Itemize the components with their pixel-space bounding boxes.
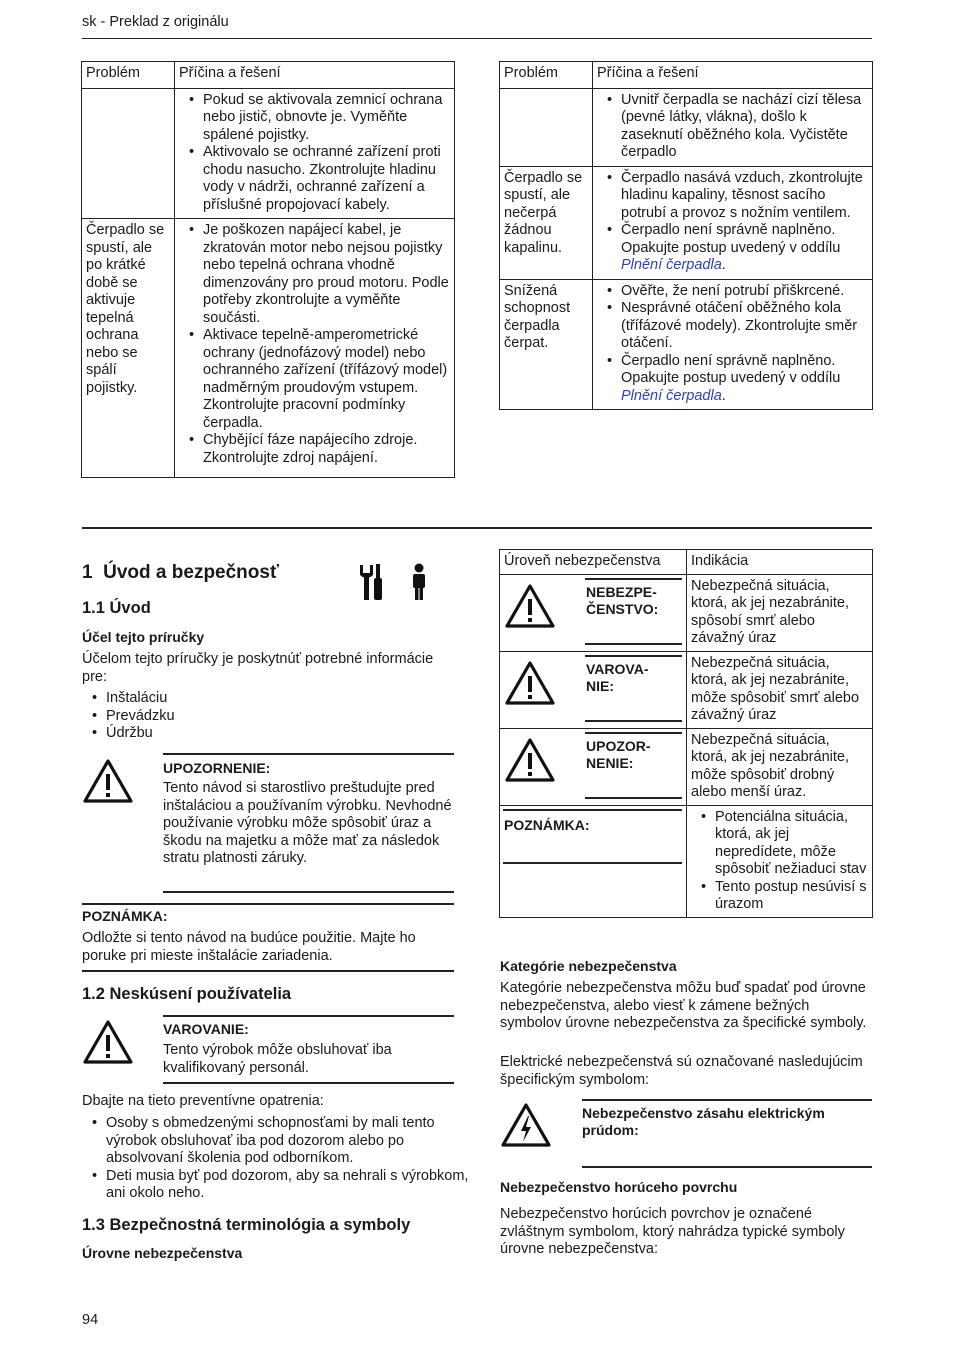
problem-cell: Čerpadlo se spustí, ale nečerpá žádnou kapalinu. (500, 166, 593, 279)
cause-cell (593, 166, 873, 279)
running-header: sk - Preklad z originálu (82, 14, 229, 30)
table-row (82, 219, 455, 478)
electrical-hazard-title: Nebezpečenstvo zásahu elektrickým prúdom: (582, 1105, 825, 1138)
note-top-rule (503, 809, 682, 811)
measures-intro: Dbajte na tieto preventívne opatrenia: (82, 1093, 324, 1109)
caution-title: UPOZORNENIE: (163, 760, 271, 776)
caution-text: Tento návod si starostlivo preštudujte pred inštaláciou a používaním výrobku. Nevhodné používanie výrobku môže spôsobiť úraz a škodu na majetku a môže mať za následok stratu platnosti záruky. (163, 780, 452, 866)
warning-triangle-icon (82, 1019, 134, 1065)
note-label: POZNÁMKA: (504, 816, 590, 833)
note-top-rule (82, 903, 454, 905)
list-item: • Údržbu (106, 725, 175, 743)
indication-cell (687, 805, 873, 917)
problem-cell: Čerpadlo se spustí, ale po krátké době se aktivuje tepelná ochrana nebo se spálí pojistky. (82, 219, 175, 478)
categories-text: Kategórie nebezpečenstva môžu buď spadať pod úrovne nebezpečenstva, alebo viesť k zámene bežných symbolov úrovne nebezpečenstva za špecifické symboly. (500, 980, 867, 1031)
cause-cell (175, 88, 455, 219)
problem-cell (82, 88, 175, 219)
warning-bottom-rule (163, 1082, 454, 1084)
purpose-text: Účelom tejto príručky je poskytnúť potrebné informácie pre: (82, 651, 434, 685)
header-rule (82, 38, 872, 39)
problem-cell: Snížená schopnost čerpadla čerpat. (500, 279, 593, 410)
level-bottom-rule (585, 797, 682, 799)
table-row (500, 651, 873, 728)
list-item: • Chybějící fáze napájecího zdroje. Zkontrolujte zdroj napájení. (203, 432, 450, 467)
list-item (621, 222, 868, 275)
table-row (82, 88, 455, 219)
danger-label: NEBEZPE- ČENSTVO: (586, 583, 659, 617)
list-item: • Inštaláciu (106, 690, 175, 708)
list-item: • Čerpadlo nasává vzduch, zkontrolujte hladinu kapaliny, těsnost sacího potrubí a provoz s nožním ventilem. (621, 170, 868, 223)
section-number: 1 (82, 562, 93, 583)
cause-cell (593, 279, 873, 410)
purpose-list (82, 690, 175, 743)
filling-pump-link[interactable]: Plnění čerpadla (621, 387, 722, 404)
level-cell-caution (500, 728, 687, 805)
warning-triangle-icon (82, 758, 134, 804)
subsection-1-1-heading: 1.1 Úvod (82, 599, 151, 617)
electrical-bottom-rule (582, 1166, 872, 1168)
level-cell-danger (500, 574, 687, 651)
indication-cell: Nebezpečná situácia, ktorá, ak jej nezabránite, môže spôsobiť smrť alebo závažný úraz (687, 651, 873, 728)
cause-cell (175, 219, 455, 478)
indication-cell: Nebezpečná situácia, ktorá, ak jej nezabránite, spôsobí smrť alebo závažný úraz (687, 574, 873, 651)
filling-pump-link[interactable]: Plnění čerpadla (621, 257, 722, 273)
warning-triangle-icon (504, 660, 556, 706)
level-top-rule (585, 732, 682, 734)
subsection-1-3-heading: 1.3 Bezpečnostná terminológia a symboly (82, 1216, 411, 1234)
list-item: • Ověřte, že není potrubí přiškrcené. (621, 283, 868, 301)
table-row (500, 279, 873, 410)
table-row (500, 805, 873, 917)
list-item: • Prevádzku (106, 708, 175, 726)
level-cell-warning (500, 651, 687, 728)
electrical-intro-text: Elektrické nebezpečenstvá sú označované nasledujúcim špecifickým symbolom: (500, 1054, 863, 1088)
level-bottom-rule (585, 720, 682, 722)
note-text: Odložte si tento návod na budúce použitie. Majte ho poruke pri mieste inštalácie zariadenia. (82, 930, 416, 964)
list-item-text: Čerpadlo není správně naplněno. Opakujte postup uvedený v oddílu (621, 222, 841, 256)
note-bottom-rule (82, 970, 454, 972)
warning-top-rule (163, 753, 454, 755)
table-row (500, 166, 873, 279)
list-item: • Deti musia byť pod dozorom, aby sa nehrali s výrobkom, ani okolo neho. (106, 1168, 478, 1203)
list-item: • Pokud se aktivovala zemnicí ochrana nebo jistič, obnovte je. Vyměňte spálené pojistky. (203, 92, 450, 145)
level-top-rule (585, 578, 682, 580)
section-divider (82, 527, 872, 529)
table-row (500, 574, 873, 651)
warning-title: VAROVANIE: (163, 1021, 249, 1037)
categories-heading: Kategórie nebezpečenstva (500, 958, 677, 974)
col-header-level: Úroveň nebezpečenstva (500, 550, 687, 575)
list-item: • Aktivace tepelně-amperometrické ochrany (jednofázový model) nebo ochranného zařízení (třífázový model) nadměrným proudovým vstupem. Zkontrolujte pracovní podmínky čerpadla. (203, 327, 450, 432)
warning-bottom-rule (163, 891, 454, 893)
problem-cell (500, 88, 593, 166)
level-cell-note (500, 805, 687, 917)
note-title: POZNÁMKA: (82, 908, 168, 924)
warning-text: Tento výrobok môže obsluhovať iba kvalifikovaný personál. (163, 1042, 392, 1076)
note-bottom-rule (503, 862, 682, 864)
list-item-text: Čerpadlo není správně naplněno. Opakujte postup uvedený v oddílu (621, 352, 841, 386)
list-item: • Osoby s obmedzenými schopnosťami by mali tento výrobok obsluhovať iba pod dozorom alebo po absolvovaní školenia pod odborníkom. (106, 1115, 478, 1168)
col-header-indication: Indikácia (687, 550, 873, 575)
list-item: • Potenciálna situácia, ktorá, ak jej nepredídete, môže spôsobiť nežiaduci stav (715, 809, 868, 879)
table-row (500, 88, 873, 166)
col-header-problem: Problém (82, 62, 175, 89)
indication-cell: Nebezpečná situácia, ktorá, ak jej nezabránite, môže spôsobiť drobný alebo menší úraz. (687, 728, 873, 805)
subsection-1-2-heading: 1.2 Neskúsení používatelia (82, 985, 292, 1003)
warning-label: VAROVA- NIE: (586, 660, 649, 694)
hazard-levels-table (499, 549, 873, 918)
cause-cell (593, 88, 873, 166)
electrical-hazard-icon (500, 1102, 552, 1148)
section-heading (82, 562, 279, 584)
troubleshooting-table-right (499, 61, 873, 410)
measures-list (82, 1115, 478, 1203)
list-item: • Je poškozen napájecí kabel, je zkratován motor nebo nejsou pojistky nebo tepelná ochrana vhodně dimenzovány pro proud motoru. Podle potřeby zkontrolujte a vyměňte součásti. (203, 222, 450, 327)
caution-triangle-icon (504, 737, 556, 783)
list-item-text-end: . (721, 257, 726, 273)
levels-heading: Úrovne nebezpečenstva (82, 1245, 243, 1261)
table-row (500, 728, 873, 805)
list-item-text-end: . (721, 387, 726, 404)
level-bottom-rule (585, 643, 682, 645)
list-item: • Uvnitř čerpadla se nachází cizí tělesa (pevné látky, vlákna), došlo k zaseknutí oběžného kola. Vyčistěte čerpadlo (621, 92, 868, 162)
page-number: 94 (82, 1312, 99, 1328)
caution-label: UPOZOR- NENIE: (586, 737, 651, 771)
list-item (621, 353, 868, 406)
section-title: Úvod a bezpečnosť (103, 562, 280, 583)
list-item: • Nesprávné otáčení oběžného kola (třífázové modely). Zkontrolujte směr otáčení. (621, 300, 868, 353)
troubleshooting-table-left (81, 61, 455, 478)
level-top-rule (585, 655, 682, 657)
purpose-heading: Účel tejto príručky (82, 629, 205, 645)
warning-top-rule (163, 1015, 454, 1017)
hot-surface-text: Nebezpečenstvo horúcich povrchov je označené zvláštnym symbolom, ktorý nahrádza typické symboly úrovne nebezpečenstva: (500, 1206, 845, 1257)
danger-triangle-icon (504, 583, 556, 629)
col-header-cause: Příčina a řešení (175, 62, 455, 89)
hot-surface-heading: Nebezpečenstvo horúceho povrchu (500, 1179, 738, 1195)
electrical-top-rule (582, 1099, 872, 1101)
col-header-problem: Problém (500, 62, 593, 89)
tools-person-icon (358, 561, 436, 603)
list-item: • Tento postup nesúvisí s úrazom (715, 879, 868, 914)
col-header-cause: Příčina a řešení (593, 62, 873, 89)
list-item: • Aktivovalo se ochranné zařízení proti chodu nasucho. Zkontrolujte hladinu vody v nádrži, ochranné zařízení a příslušné propojovací kabely. (203, 144, 450, 214)
